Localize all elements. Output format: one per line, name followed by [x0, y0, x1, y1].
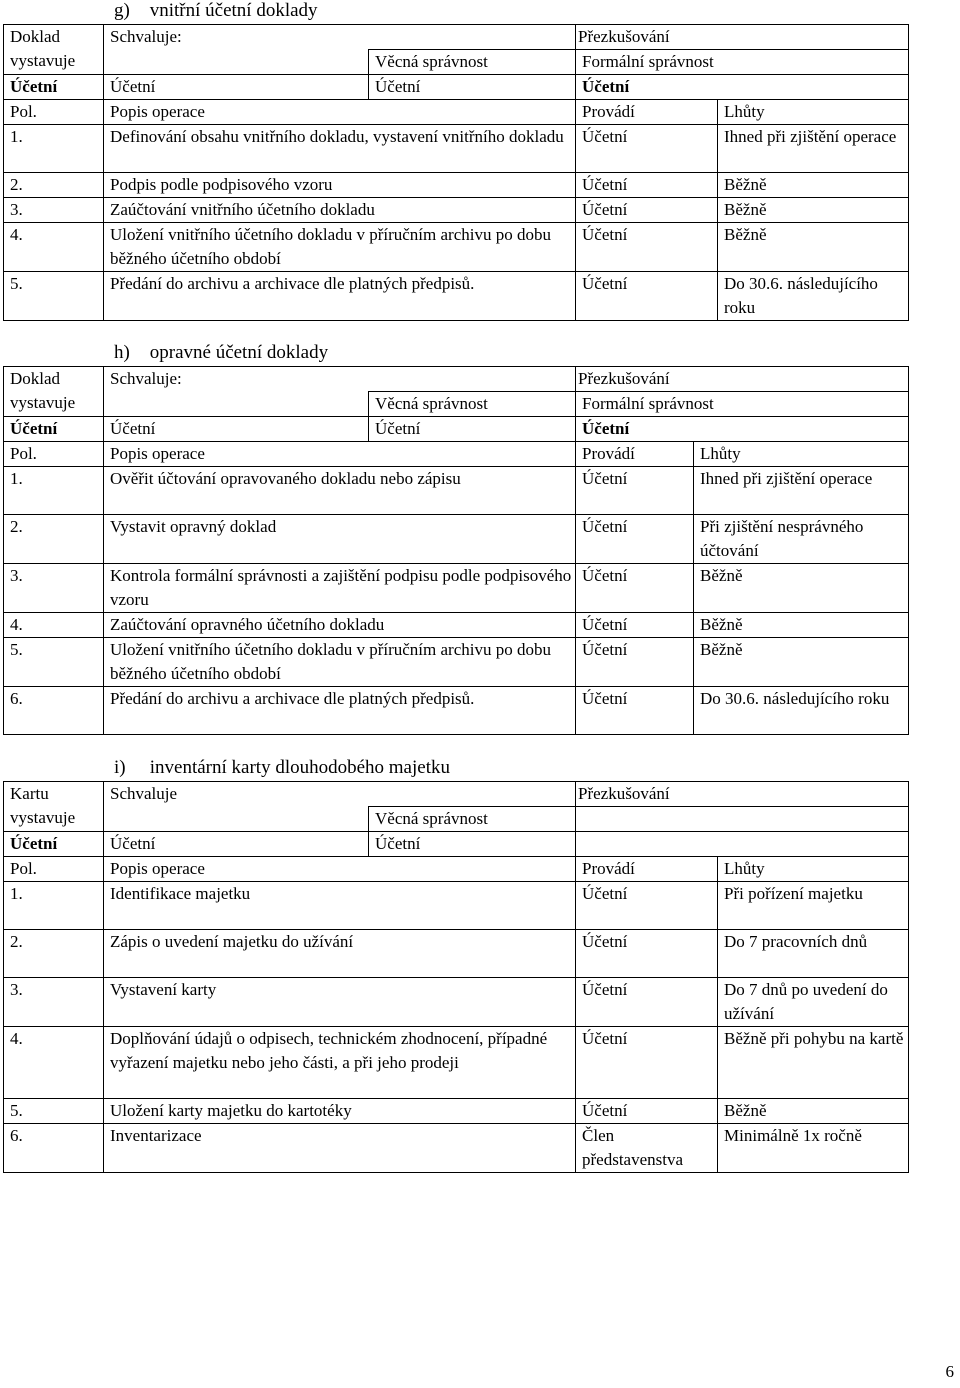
row-no: 4. — [4, 613, 104, 638]
row-who: Účetní — [576, 515, 694, 564]
table-row — [4, 613, 909, 638]
row-who: Účetní — [576, 978, 718, 1027]
row-desc: Identifikace majetku — [104, 882, 576, 930]
material-role: Účetní — [369, 832, 576, 857]
table-row — [4, 467, 909, 515]
row-no: 6. — [4, 687, 104, 735]
row-desc: Vystavení karty — [104, 978, 576, 1027]
approves-header: Schvaluje: — [104, 367, 576, 392]
row-when: Běžně — [718, 1099, 909, 1124]
section-label: h) — [114, 342, 130, 363]
section-heading: opravné účetní doklady — [149, 342, 329, 363]
row-when: Běžně — [718, 223, 909, 272]
col-no-header: Pol. — [4, 442, 104, 467]
section-title-g — [114, 0, 318, 22]
row-who: Účetní — [576, 125, 718, 173]
table-row — [4, 125, 909, 173]
row-who: Účetní — [576, 564, 694, 613]
row-who: Účetní — [576, 173, 718, 198]
row-who: Účetní — [576, 467, 694, 515]
section-title-h — [114, 342, 328, 364]
row-no: 1. — [4, 882, 104, 930]
row-no: 5. — [4, 272, 104, 321]
row-no: 1. — [4, 467, 104, 515]
approves-header: Schvaluje — [104, 782, 576, 807]
col-no-header: Pol. — [4, 857, 104, 882]
issuer-header: Doklad vystavuje — [4, 25, 104, 75]
row-desc: Ověřit účtování opravovaného dokladu nebo zápisu — [104, 467, 576, 515]
section-heading: vnitřní účetní doklady — [149, 0, 318, 21]
issuer-header: Doklad vystavuje — [4, 367, 104, 417]
row-when: Do 7 dnů po uvedení do užívání — [718, 978, 909, 1027]
row-who: Účetní — [576, 687, 694, 735]
table-row — [4, 564, 909, 613]
formal-header: Formální správnost — [576, 50, 909, 75]
row-when: Ihned při zjištění operace — [694, 467, 909, 515]
review-header: Přezkušování — [576, 782, 909, 807]
col-when-header: Lhůty — [718, 100, 909, 125]
table-row — [4, 882, 909, 930]
row-desc: Předání do archivu a archivace dle platných předpisů. — [104, 687, 576, 735]
row-when: Běžně — [694, 638, 909, 687]
row-desc: Kontrola formální správnosti a zajištění podpisu podle podpisového vzoru — [104, 564, 576, 613]
row-when: Ihned při zjištění operace — [718, 125, 909, 173]
row-when: Do 30.6. následujícího roku — [718, 272, 909, 321]
row-who: Účetní — [576, 1099, 718, 1124]
table-row — [4, 223, 909, 272]
row-when: Při zjištění nesprávného účtování — [694, 515, 909, 564]
row-when: Běžně — [718, 198, 909, 223]
row-desc: Uložení karty majetku do kartotéky — [104, 1099, 576, 1124]
table-row — [4, 173, 909, 198]
row-no: 5. — [4, 1099, 104, 1124]
table-row — [4, 638, 909, 687]
row-who: Účetní — [576, 223, 718, 272]
col-desc-header: Popis operace — [104, 100, 576, 125]
col-when-header: Lhůty — [694, 442, 909, 467]
row-who: Člen představenstva — [576, 1124, 718, 1173]
table-row — [4, 1027, 909, 1099]
issuer-role: Účetní — [4, 832, 104, 857]
approves-role: Účetní — [104, 417, 369, 442]
col-when-header: Lhůty — [718, 857, 909, 882]
row-no: 2. — [4, 930, 104, 978]
row-desc: Definování obsahu vnitřního dokladu, vystavení vnitřního dokladu — [104, 125, 576, 173]
section-label: g) — [114, 0, 130, 21]
approves-role: Účetní — [104, 75, 369, 100]
row-desc: Uložení vnitřního účetního dokladu v příručním archivu po dobu běžného účetního období — [104, 223, 576, 272]
row-who: Účetní — [576, 930, 718, 978]
table-internal-docs — [3, 24, 909, 321]
table-row — [4, 1099, 909, 1124]
table-row — [4, 272, 909, 321]
col-desc-header: Popis operace — [104, 857, 576, 882]
row-no: 2. — [4, 173, 104, 198]
row-no: 5. — [4, 638, 104, 687]
col-desc-header: Popis operace — [104, 442, 576, 467]
material-header: Věcná správnost — [369, 807, 576, 832]
row-when: Minimálně 1x ročně — [718, 1124, 909, 1173]
issuer-role: Účetní — [4, 417, 104, 442]
row-who: Účetní — [576, 1027, 718, 1099]
table-corrective-docs — [3, 366, 909, 735]
table-row — [4, 930, 909, 978]
row-desc: Uložení vnitřního účetního dokladu v příručním archivu po dobu běžného účetního období — [104, 638, 576, 687]
material-header: Věcná správnost — [369, 392, 576, 417]
issuer-role: Účetní — [4, 75, 104, 100]
row-no: 1. — [4, 125, 104, 173]
row-desc: Předání do archivu a archivace dle platných předpisů. — [104, 272, 576, 321]
col-who-header: Provádí — [576, 100, 718, 125]
approves-role: Účetní — [104, 832, 369, 857]
row-desc: Zápis o uvedení majetku do užívání — [104, 930, 576, 978]
material-role: Účetní — [369, 417, 576, 442]
row-desc: Zaúčtování vnitřního účetního dokladu — [104, 198, 576, 223]
material-role: Účetní — [369, 75, 576, 100]
review-header: Přezkušování — [576, 25, 909, 50]
review-header: Přezkušování — [576, 367, 909, 392]
row-when: Do 7 pracovních dnů — [718, 930, 909, 978]
table-row — [4, 198, 909, 223]
row-desc: Podpis podle podpisového vzoru — [104, 173, 576, 198]
section-heading: inventární karty dlouhodobého majetku — [149, 757, 450, 778]
row-who: Účetní — [576, 638, 694, 687]
row-when: Běžně — [694, 613, 909, 638]
row-desc: Doplňování údajů o odpisech, technickém zhodnocení, případné vyřazení majetku nebo jeho části, a při jeho prodeji — [104, 1027, 576, 1099]
col-no-header: Pol. — [4, 100, 104, 125]
row-when: Při pořízení majetku — [718, 882, 909, 930]
row-desc: Inventarizace — [104, 1124, 576, 1173]
material-header: Věcná správnost — [369, 50, 576, 75]
row-when: Do 30.6. následujícího roku — [694, 687, 909, 735]
section-label: i) — [114, 757, 126, 778]
col-who-header: Provádí — [576, 442, 694, 467]
row-when: Běžně — [718, 173, 909, 198]
row-who: Účetní — [576, 613, 694, 638]
table-row — [4, 1124, 909, 1173]
formal-role: Účetní — [576, 75, 909, 100]
row-desc: Vystavit opravný doklad — [104, 515, 576, 564]
table-row — [4, 978, 909, 1027]
row-no: 3. — [4, 198, 104, 223]
formal-header: Formální správnost — [576, 392, 909, 417]
row-no: 3. — [4, 564, 104, 613]
section-title-i — [114, 757, 450, 779]
row-no: 4. — [4, 1027, 104, 1099]
row-who: Účetní — [576, 882, 718, 930]
table-row — [4, 515, 909, 564]
table-row — [4, 687, 909, 735]
issuer-header: Kartu vystavuje — [4, 782, 104, 832]
row-when: Běžně — [694, 564, 909, 613]
approves-header: Schvaluje: — [104, 25, 576, 50]
table-asset-cards — [3, 781, 909, 1173]
formal-role: Účetní — [576, 417, 909, 442]
row-no: 2. — [4, 515, 104, 564]
row-when: Běžně při pohybu na kartě — [718, 1027, 909, 1099]
row-desc: Zaúčtování opravného účetního dokladu — [104, 613, 576, 638]
row-no: 3. — [4, 978, 104, 1027]
row-no: 4. — [4, 223, 104, 272]
row-who: Účetní — [576, 272, 718, 321]
page-number: 6 — [945, 1362, 954, 1381]
col-who-header: Provádí — [576, 857, 718, 882]
row-no: 6. — [4, 1124, 104, 1173]
row-who: Účetní — [576, 198, 718, 223]
